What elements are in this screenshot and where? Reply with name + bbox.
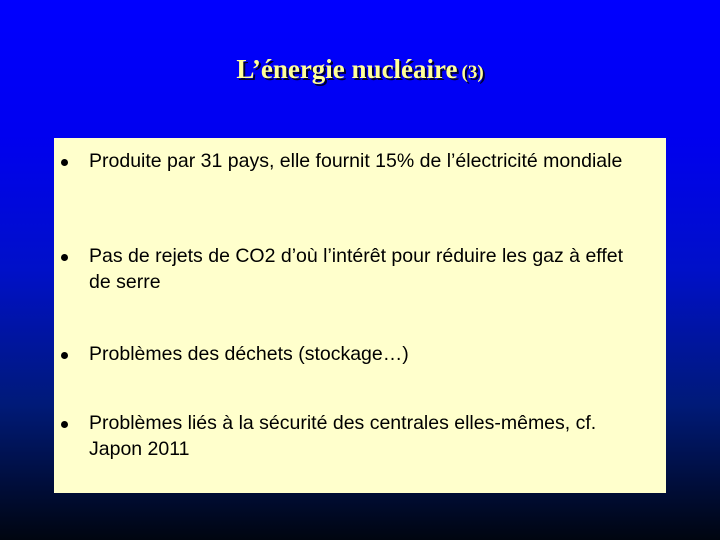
bullet-text: Pas de rejets de CO2 d’où l’intérêt pour réduire les gaz à effet de serre [89, 245, 624, 293]
bullet-dot-icon [61, 352, 68, 359]
bullet-text: Problèmes des déchets (stockage…) [89, 343, 409, 365]
slide-title-main: L’énergie nucléaire [236, 54, 458, 84]
bullet-dot-icon [61, 254, 68, 261]
bullet-list-box [54, 138, 666, 493]
slide-title [0, 50, 720, 93]
bullet-text: Problèmes liés à la sécurité des centrales elles-mêmes, cf. Japon 2011 [89, 412, 597, 460]
bullet-text: Produite par 31 pays, elle fournit 15% de l’électricité mondiale [89, 150, 623, 172]
bullet-dot-icon [61, 159, 68, 166]
bullet-dot-icon [61, 421, 68, 428]
slide-title-number: (3) [461, 62, 484, 83]
